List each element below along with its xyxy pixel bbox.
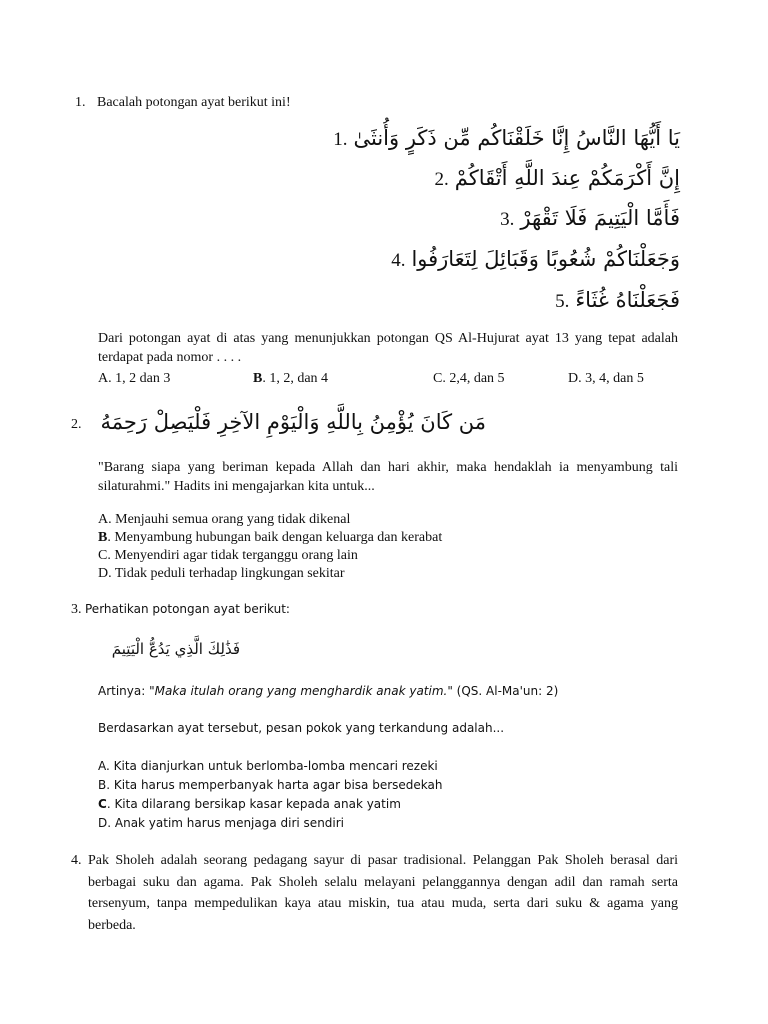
option-text: . 1, 2, dan 4 bbox=[262, 371, 329, 386]
option-text: 2,4, dan 5 bbox=[445, 371, 505, 386]
q3-option-c[interactable] bbox=[98, 795, 401, 813]
ayat-number: 5. bbox=[555, 291, 570, 312]
option-letter: C. bbox=[433, 371, 446, 386]
option-letter: D. bbox=[568, 371, 582, 386]
q3-arabic: فَذَٰلِكَ الَّذِي يَدُعُّ الْيَتِيمَ bbox=[111, 640, 240, 658]
artinya-text: "Maka itulah orang yang menghardik anak yatim." bbox=[149, 684, 453, 698]
option-text: . Kita dilarang bersikap kasar kepada anak yatim bbox=[106, 797, 401, 811]
q2-arabic: مَن كَانَ يُؤْمِنُ بِاللَّهِ وَالْيَوْمِ الآخِرِ فَلْيَصِلْ رَحِمَهُ bbox=[100, 410, 486, 434]
q2-translation: "Barang siapa yang beriman kepada Allah dan hari akhir, maka hendaklah ia menyambung tali silaturahmi." Hadits ini mengajarkan kita untuk... bbox=[98, 460, 678, 494]
ayat-number: 1. bbox=[333, 129, 348, 150]
option-text: . Anak yatim harus menjaga diri sendiri bbox=[107, 816, 345, 830]
ayat-text: يَا أَيُّهَا النَّاسُ إِنَّا خَلَقْنَاكُم مِّن ذَكَرٍ وَأُنثَىٰ bbox=[353, 126, 680, 150]
option-letter: B bbox=[98, 778, 107, 792]
q2-number: 2. bbox=[71, 417, 82, 432]
q4-number: 4. bbox=[71, 853, 82, 868]
ayat-text: وَجَعَلْنَاكُمْ شُعُوبًا وَقَبَائِلَ لِتَعَارَفُوا bbox=[411, 247, 680, 271]
option-letter: A bbox=[98, 759, 106, 773]
q2-option-b[interactable] bbox=[98, 529, 442, 547]
q3-header bbox=[71, 600, 290, 619]
q2-option-a[interactable] bbox=[98, 511, 350, 529]
q3-question: Berdasarkan ayat tersebut, pesan pokok yang terkandung adalah... bbox=[98, 721, 505, 735]
q4-paragraph bbox=[71, 850, 678, 936]
option-letter: A bbox=[98, 512, 109, 527]
option-text: 3, 4, dan 5 bbox=[581, 371, 644, 386]
q1-ayat-4 bbox=[391, 245, 680, 275]
q3-option-a[interactable] bbox=[98, 757, 438, 775]
option-text: . Menyendiri agar tidak terganggu orang lain bbox=[107, 548, 358, 563]
option-text: . Menyambung hubungan baik dengan keluarga dan kerabat bbox=[107, 530, 443, 545]
option-letter: C bbox=[98, 797, 107, 811]
q1-option-d[interactable] bbox=[568, 370, 644, 388]
artinya-label: Artinya: bbox=[98, 684, 150, 698]
ayat-text: إِنَّ أَكْرَمَكُمْ عِندَ اللَّهِ أَتْقَاكُمْ bbox=[454, 166, 680, 190]
q4-text: Pak Sholeh adalah seorang pedagang sayur di pasar tradisional. Pelanggan Pak Sholeh berasal dari berbagai suku dan agama. Pak Sholeh selalu melayani pelanggannya dengan adil dan ramah serta tersenyum, tanpa mempedulikan kaya atau miskin, tua atau muda, serta dari suku & agama yang berbeda. bbox=[87, 853, 678, 933]
ayat-number: 3. bbox=[500, 209, 515, 230]
q3-option-b[interactable] bbox=[98, 776, 442, 794]
q1-ayat-2 bbox=[435, 164, 680, 194]
q2-option-c[interactable] bbox=[98, 547, 358, 565]
q3-number: 3. bbox=[71, 602, 82, 617]
q2-option-d[interactable] bbox=[98, 565, 345, 583]
option-text: . Menjauhi semua orang yang tidak dikenal bbox=[108, 512, 351, 527]
ayat-number: 4. bbox=[391, 250, 406, 271]
q1-ayat-5 bbox=[555, 286, 680, 316]
q3-artinya bbox=[98, 682, 558, 700]
option-letter: D bbox=[98, 566, 109, 581]
option-letter: C bbox=[98, 548, 108, 563]
option-letter: A. bbox=[98, 371, 112, 386]
option-text: . Kita dianjurkan untuk berlomba-lomba mencari rezeki bbox=[106, 759, 438, 773]
q4-body bbox=[71, 850, 678, 936]
q1-ayat-3 bbox=[500, 204, 680, 234]
ayat-text: فَجَعَلْنَاهُ غُثَاءً bbox=[575, 288, 680, 312]
q1-question: Dari potongan ayat di atas yang menunjukkan potongan QS Al-Hujurat ayat 13 yang tepat adalah terdapat pada nomor . . . . bbox=[98, 331, 678, 365]
ayat-text: فَأَمَّا الْيَتِيمَ فَلَا تَقْهَرْ bbox=[520, 206, 680, 230]
ayat-number: 2. bbox=[434, 169, 449, 190]
option-letter: B bbox=[98, 530, 108, 545]
q1-header bbox=[75, 94, 291, 112]
q3-prompt: Perhatikan potongan ayat berikut: bbox=[85, 602, 290, 616]
option-letter: B bbox=[253, 371, 263, 386]
q1-option-c[interactable] bbox=[433, 370, 505, 388]
artinya-reference: (QS. Al-Ma'un: 2) bbox=[452, 684, 559, 698]
option-text: 1, 2 dan 3 bbox=[111, 371, 171, 386]
option-letter: D bbox=[98, 816, 108, 830]
q1-ayat-1 bbox=[333, 124, 680, 154]
q3-option-d[interactable] bbox=[98, 814, 344, 832]
q1-option-a[interactable] bbox=[98, 370, 170, 388]
q1-prompt: Bacalah potongan ayat berikut ini! bbox=[97, 95, 291, 110]
q1-number: 1. bbox=[75, 95, 86, 110]
option-text: . Kita harus memperbanyak harta agar bisa bersedekah bbox=[106, 778, 443, 792]
option-text: . Tidak peduli terhadap lingkungan sekitar bbox=[108, 566, 345, 581]
q1-option-b[interactable] bbox=[253, 370, 328, 388]
